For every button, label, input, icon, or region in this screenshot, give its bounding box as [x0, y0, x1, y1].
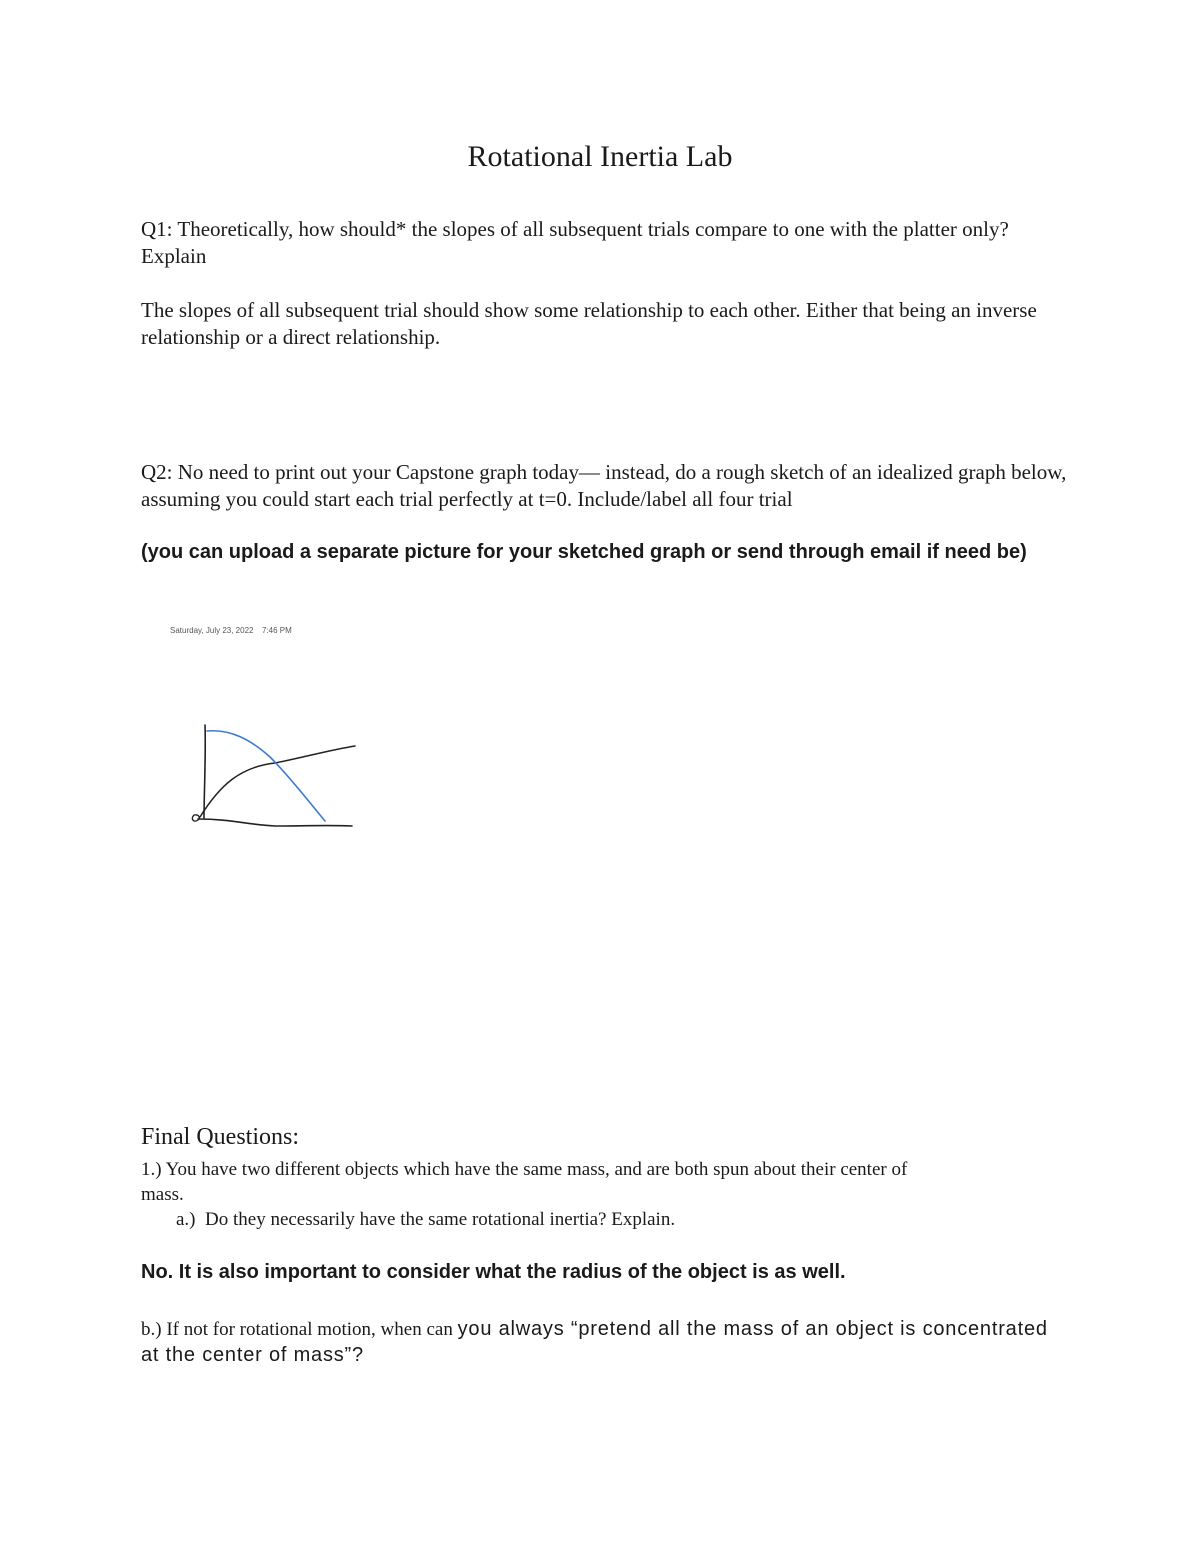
- final-question-1a: a.) Do they necessarily have the same rotational inertia? Explain.: [176, 1209, 676, 1230]
- upload-note: (you can upload a separate picture for your sketched graph or send through email if need be): [141, 541, 1027, 563]
- question-1: Q1: Theoretically, how should* the slopes of all subsequent trials compare to one with the platter only? Explain: [141, 217, 1009, 268]
- final-questions-heading: Final Questions:: [141, 1124, 300, 1150]
- sketch-origin-mark: [192, 815, 199, 821]
- final-question-1b: [141, 1316, 1071, 1368]
- sketch-date-stamp: Saturday, July 23, 2022: [170, 626, 254, 635]
- sketch-y-axis: [204, 725, 205, 818]
- final-question-1: 1.) You have two different objects which have the same mass, and are both spun about their center of mass.: [141, 1159, 908, 1205]
- answer-1: The slopes of all subsequent trial should show some relationship to each other. Either that being an inverse relationship or a direct relationship.: [141, 298, 1037, 349]
- final-question-1b-end: you always “pretend all the mass of an object is concentrated at the center of mass”?: [141, 1318, 1048, 1366]
- sketch-time-stamp: 7:46 PM: [262, 626, 292, 635]
- sketch-black-curve: [200, 746, 355, 817]
- page-title: Rotational Inertia Lab: [467, 140, 733, 173]
- final-answer-1a: No. It is also important to consider what the radius of the object is as well.: [141, 1261, 846, 1283]
- sketch-x-axis: [198, 819, 352, 826]
- sketch-blue-curve: [207, 731, 325, 821]
- final-question-1b-start: b.) If not for rotational motion, when can: [141, 1319, 458, 1340]
- hand-drawn-sketch-graph: [180, 715, 370, 840]
- question-2: Q2: No need to print out your Capstone graph today— instead, do a rough sketch of an idealized graph below, assuming you could start each trial perfectly at t=0. Include/label all four trial: [141, 460, 1067, 511]
